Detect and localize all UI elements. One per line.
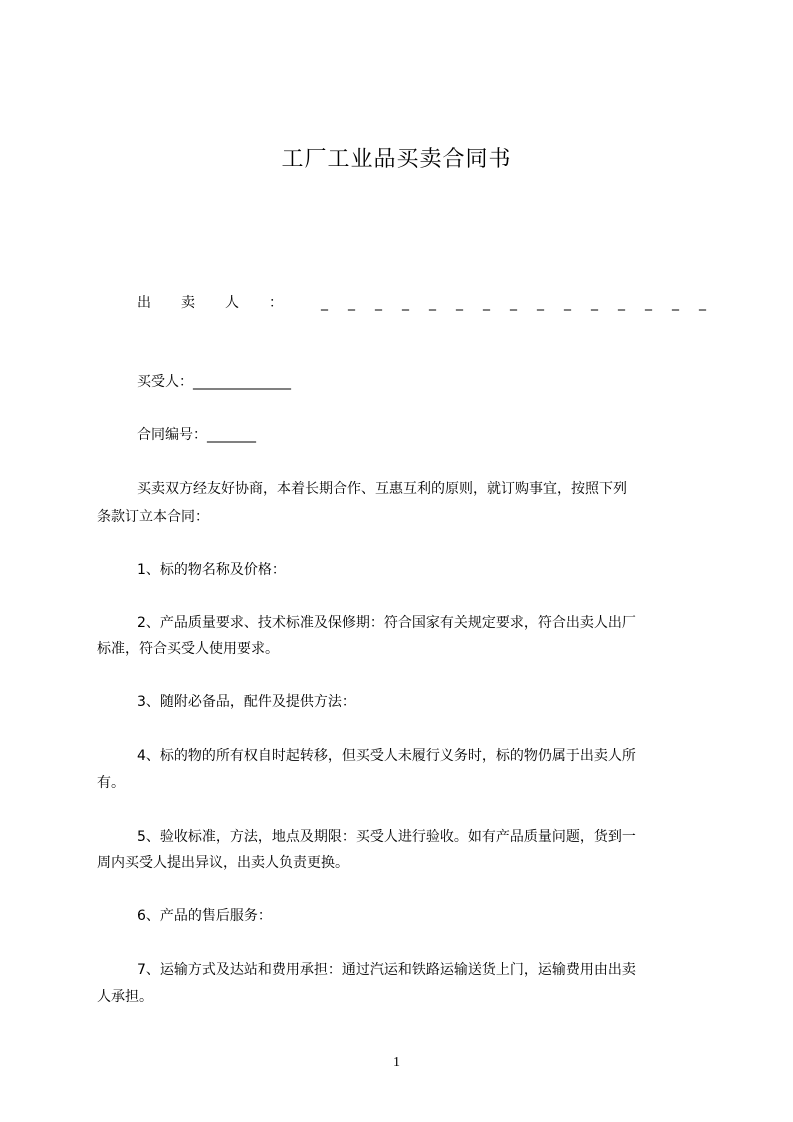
document-title: 工厂工业品买卖合同书 <box>281 147 512 172</box>
intro-paragraph-line1: 买卖双方经友好协商，本着长期合作、互惠互利的原则，就订购事宜，按照下列 <box>137 481 627 497</box>
clause-5-line2: 周内买受人提出异议，出卖人负责更换。 <box>97 855 349 871</box>
seller-label: 出卖人： <box>137 295 313 311</box>
clause-2-line2: 标准，符合买受人使用要求。 <box>97 641 279 657</box>
clause-6: 6、产品的售后服务： <box>137 908 272 924</box>
clause-3: 3、随附必备品，配件及提供方法： <box>137 694 356 710</box>
clause-7-line2: 人承担。 <box>97 989 153 1005</box>
clause-4-line2: 有。 <box>97 775 125 791</box>
seller-blank: _______________ <box>321 295 726 311</box>
clause-2-line1: 2、产品质量要求、技术标准及保修期：符合国家有关规定要求，符合出卖人出厂 <box>137 615 636 631</box>
buyer-line: 买受人：______________ <box>137 374 291 390</box>
contract-number-line: 合同编号：_______ <box>137 427 256 443</box>
clause-1: 1、标的物名称及价格： <box>137 562 286 578</box>
clause-5-line1: 5、验收标准，方法，地点及期限：买受人进行验收。如有产品质量问题，货到一 <box>137 829 636 845</box>
clause-4-line1: 4、标的物的所有权自时起转移，但买受人未履行义务时，标的物仍属于出卖人所 <box>137 748 636 764</box>
page-number: 1 <box>393 1055 400 1070</box>
seller-line <box>137 292 726 312</box>
clause-7-line1: 7、运输方式及达站和费用承担：通过汽运和铁路运输送货上门，运输费用由出卖 <box>137 962 636 978</box>
intro-paragraph-line2: 条款订立本合同： <box>97 509 209 525</box>
